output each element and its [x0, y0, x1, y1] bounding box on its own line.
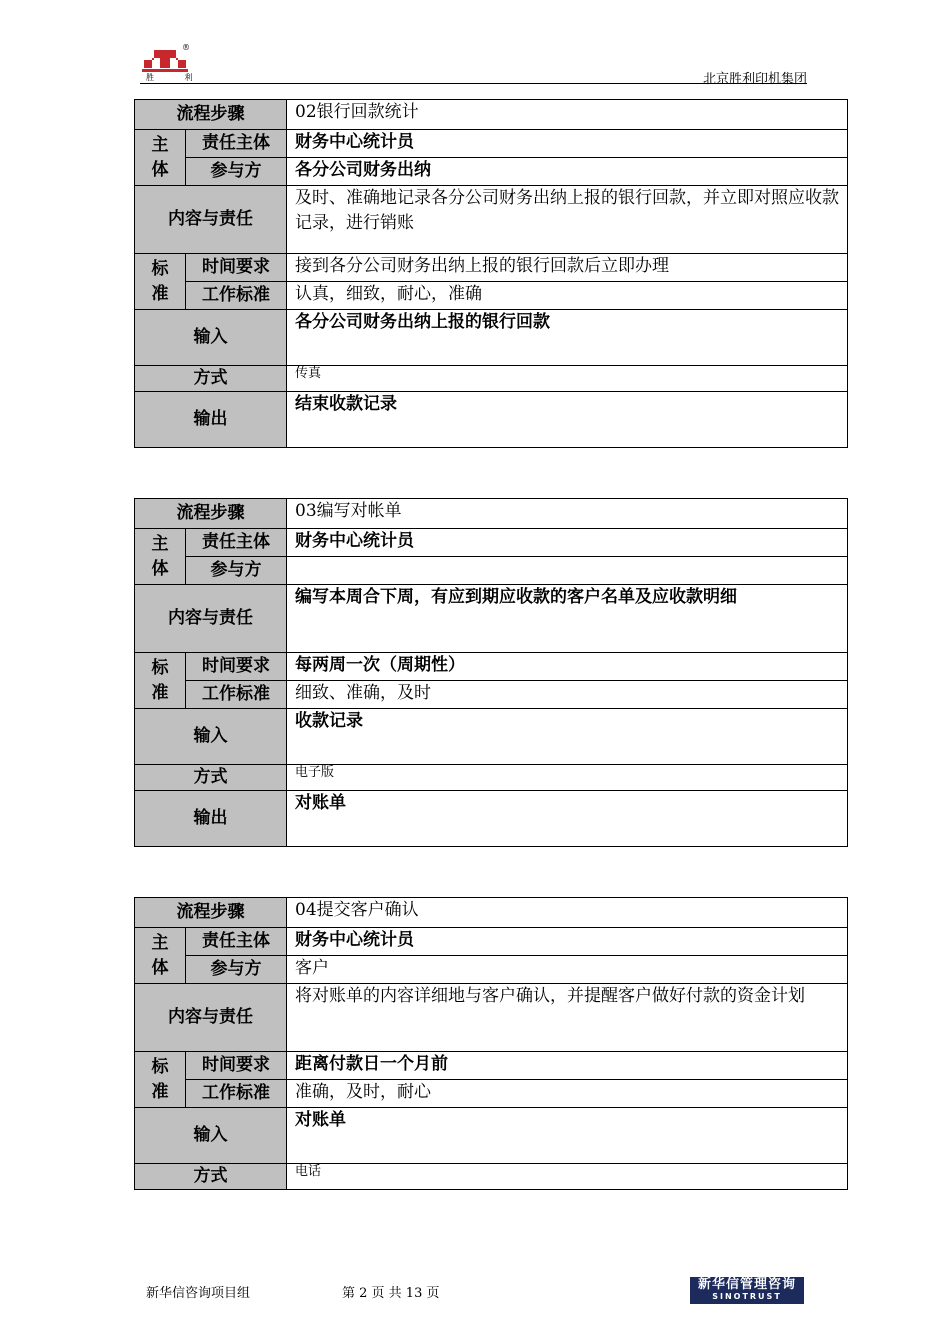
process-table-04	[134, 897, 848, 1190]
time-req-value: 接到各分公司财务出纳上报的银行回款后立即办理	[287, 254, 848, 282]
responsible-label: 责任主体	[186, 529, 287, 557]
step-value: 03编写对帐单	[287, 499, 848, 529]
work-std-label: 工作标准	[186, 282, 287, 310]
time-req-label: 时间要求	[186, 1052, 287, 1080]
content-label: 内容与责任	[135, 186, 287, 254]
method-value: 电子版	[287, 765, 848, 791]
work-std-value: 细致、准确，及时	[287, 681, 848, 709]
work-std-label: 工作标准	[186, 681, 287, 709]
step-label: 流程步骤	[135, 499, 287, 529]
subject-label: 主 体	[135, 130, 186, 186]
subject-label: 主 体	[135, 928, 186, 984]
responsible-value: 财务中心统计员	[287, 928, 848, 956]
input-value: 对账单	[287, 1108, 848, 1164]
content-value: 及时、准确地记录各分公司财务出纳上报的银行回款，并立即对照应收款记录，进行销账	[287, 186, 848, 254]
standard-label: 标 准	[135, 254, 186, 310]
time-req-value: 每两周一次（周期性）	[287, 653, 848, 681]
responsible-label: 责任主体	[186, 928, 287, 956]
process-table-02	[134, 99, 848, 448]
output-label: 输出	[135, 791, 287, 847]
sinotrust-logo-en: SINOTRUST	[712, 1292, 782, 1301]
responsible-label: 责任主体	[186, 130, 287, 158]
time-req-label: 时间要求	[186, 653, 287, 681]
input-label: 输入	[135, 709, 287, 765]
input-value: 收款记录	[287, 709, 848, 765]
time-req-label: 时间要求	[186, 254, 287, 282]
page-header	[140, 42, 807, 87]
participant-value	[287, 557, 848, 585]
responsible-value: 财务中心统计员	[287, 529, 848, 557]
input-value: 各分公司财务出纳上报的银行回款	[287, 310, 848, 366]
participant-label: 参与方	[186, 956, 287, 984]
work-std-value: 准确，及时，耐心	[287, 1080, 848, 1108]
step-label: 流程步骤	[135, 898, 287, 928]
footer-page-number: 第 2 页 共 13 页	[342, 1286, 440, 1301]
content-value: 将对账单的内容详细地与客户确认，并提醒客户做好付款的资金计划	[287, 984, 848, 1052]
svg-text:®: ®	[182, 43, 190, 52]
output-label: 输出	[135, 392, 287, 448]
participant-value: 各分公司财务出纳	[287, 158, 848, 186]
responsible-value: 财务中心统计员	[287, 130, 848, 158]
standard-label: 标 准	[135, 1052, 186, 1108]
input-label: 输入	[135, 1108, 287, 1164]
content-label: 内容与责任	[135, 984, 287, 1052]
step-label: 流程步骤	[135, 100, 287, 130]
work-std-value: 认真，细致，耐心，准确	[287, 282, 848, 310]
company-name: 北京胜利印机集团	[702, 72, 807, 87]
method-value: 电话	[287, 1164, 848, 1190]
output-value: 结束收款记录	[287, 392, 848, 448]
output-value: 对账单	[287, 791, 848, 847]
time-req-value: 距离付款日一个月前	[287, 1052, 848, 1080]
participant-label: 参与方	[186, 158, 287, 186]
logo-text: 胜 利	[146, 73, 207, 82]
process-table-03	[134, 498, 848, 847]
method-label: 方式	[135, 1164, 287, 1190]
header-rule	[140, 83, 807, 84]
content-label: 内容与责任	[135, 585, 287, 653]
method-label: 方式	[135, 366, 287, 392]
method-value: 传真	[287, 366, 848, 392]
standard-label: 标 准	[135, 653, 186, 709]
participant-label: 参与方	[186, 557, 287, 585]
method-label: 方式	[135, 765, 287, 791]
sinotrust-logo	[690, 1277, 804, 1304]
step-value: 02银行回款统计	[287, 100, 848, 130]
content-value: 编写本周合下周，有应到期应收款的客户名单及应收款明细	[287, 585, 848, 653]
step-value: 04提交客户确认	[287, 898, 848, 928]
subject-label: 主 体	[135, 529, 186, 585]
input-label: 输入	[135, 310, 287, 366]
sinotrust-logo-cn: 新华信管理咨询	[697, 1277, 796, 1292]
work-std-label: 工作标准	[186, 1080, 287, 1108]
footer-project-group: 新华信咨询项目组	[146, 1286, 251, 1301]
participant-value: 客户	[287, 956, 848, 984]
